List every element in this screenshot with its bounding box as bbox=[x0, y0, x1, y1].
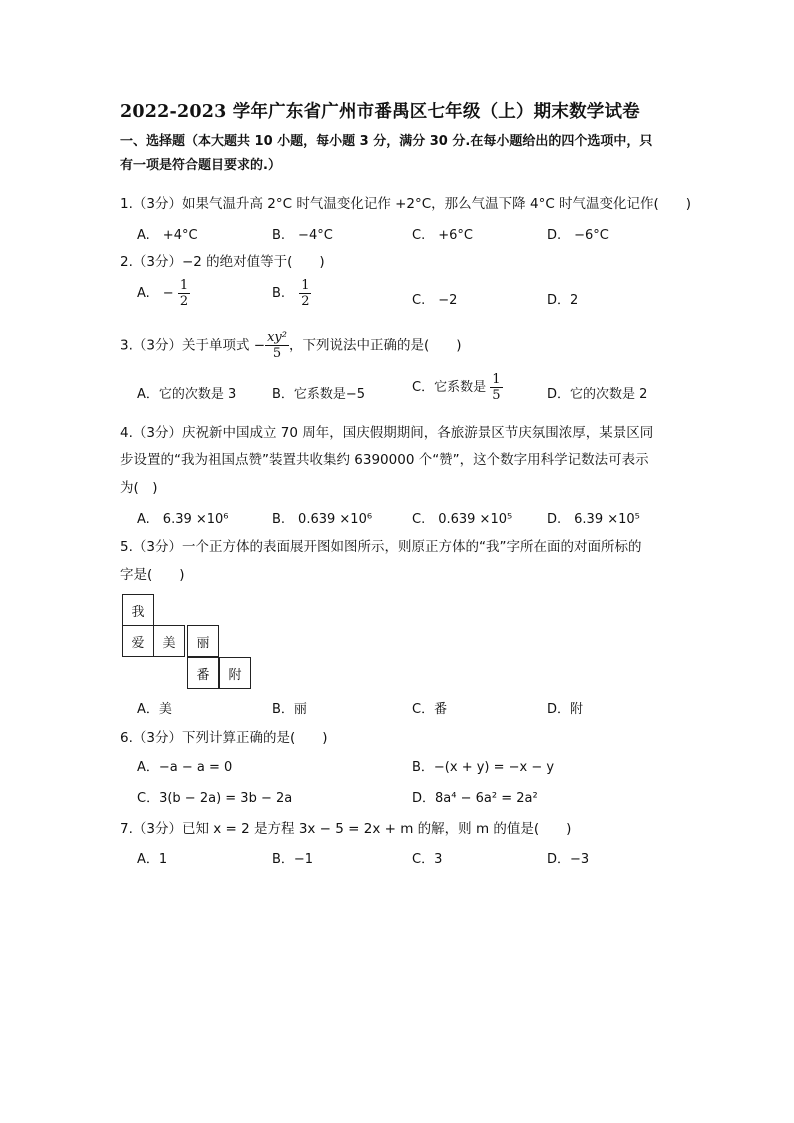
q2-option-a-prefix: A. − bbox=[137, 286, 174, 301]
cube-net-cell-fu: 附 bbox=[219, 657, 251, 689]
q3-option-d: D．它的次数是 2 bbox=[547, 387, 648, 402]
q7-option-a: A．1 bbox=[137, 852, 168, 867]
fraction-numerator: 1 bbox=[301, 278, 310, 293]
cube-net-cell-ai: 爱 bbox=[122, 625, 154, 657]
q5-option-b: B．丽 bbox=[272, 702, 307, 717]
q6-option-d: D．8a⁴ − 6a² = 2a² bbox=[412, 791, 538, 806]
exam-title: 2022-2023 学年广东省广州市番禺区七年级（上）期末数学试卷 bbox=[120, 102, 640, 122]
question-2-text: 2.（3分）−2 的绝对值等于( ) bbox=[120, 254, 325, 270]
fraction-denominator: 5 bbox=[492, 388, 501, 403]
section-instructions-line2: 有一项是符合题目要求的.） bbox=[120, 158, 281, 173]
fraction-denominator: 5 bbox=[272, 346, 282, 361]
q3-option-c-prefix: C．它系数是 bbox=[412, 380, 487, 395]
q7-option-d: D．−3 bbox=[547, 852, 590, 867]
question-5-line2: 字是( ) bbox=[120, 567, 185, 583]
question-1-text: 1.（3分）如果气温升高 2°C 时气温变化记作 +2°C，那么气温下降 4°C 时气温变化记作( ) bbox=[120, 196, 692, 212]
q4-option-a: A. 6.39 ×10⁶ bbox=[137, 512, 229, 527]
q3-suffix: ，下列说法中正确的是( ) bbox=[288, 337, 462, 354]
q1-option-c: C. +6°C bbox=[412, 228, 473, 243]
q6-option-b: B．−(x + y) = −x − y bbox=[412, 760, 555, 775]
q1-option-a: A. +4°C bbox=[137, 228, 198, 243]
fraction-numerator: 1 bbox=[179, 278, 189, 293]
q2-option-c: C. −2 bbox=[412, 293, 458, 308]
q3-prefix: 3.（3分）关于单项式 − bbox=[120, 337, 266, 354]
q2-option-b bbox=[272, 278, 311, 309]
q5-option-a: A．美 bbox=[137, 702, 172, 717]
q5-option-c: C．番 bbox=[412, 702, 448, 717]
q7-option-c: C．3 bbox=[412, 852, 443, 867]
q2-option-b-fraction bbox=[299, 278, 311, 309]
q4-option-b: B. 0.639 ×10⁶ bbox=[272, 512, 373, 527]
question-6-text: 6.（3分）下列计算正确的是( ) bbox=[120, 730, 328, 746]
q7-option-b: B．−1 bbox=[272, 852, 314, 867]
q2-option-b-prefix: B. bbox=[272, 286, 286, 301]
question-3-text bbox=[120, 330, 462, 361]
section-instructions-line1: 一、选择题（本大题共 10 小题，每小题 3 分，满分 30 分.在每小题给出的四个选项中，只 bbox=[120, 134, 653, 149]
q6-option-c: C．3(b − 2a) = 3b − 2a bbox=[137, 791, 293, 806]
question-4-line3: 为( ) bbox=[120, 480, 158, 496]
q2-option-a-fraction bbox=[178, 278, 190, 309]
q2-option-d: D．2 bbox=[547, 293, 579, 308]
cube-net-cell-mei: 美 bbox=[153, 625, 185, 657]
q3-monomial-fraction bbox=[265, 330, 289, 361]
q2-option-a bbox=[137, 278, 190, 309]
q3-option-a: A．它的次数是 3 bbox=[137, 387, 237, 402]
fraction-numerator: 1 bbox=[492, 372, 501, 387]
cube-net-cell-wo: 我 bbox=[122, 594, 154, 626]
q3-option-b: B．它系数是−5 bbox=[272, 387, 366, 402]
q5-option-d: D．附 bbox=[547, 702, 584, 717]
q3-option-c bbox=[412, 372, 503, 403]
question-5-line1: 5.（3分）一个正方体的表面展开图如图所示，则原正方体的“我”字所在面的对面所标的 bbox=[120, 539, 642, 555]
q1-option-b: B. −4°C bbox=[272, 228, 333, 243]
q3-option-c-fraction bbox=[490, 372, 502, 403]
question-4-line1: 4.（3分）庆祝新中国成立 70 周年，国庆假期期间，各旅游景区节庆氛围浓厚，某景区同 bbox=[120, 425, 654, 441]
q1-option-d: D. −6°C bbox=[547, 228, 609, 243]
fraction-denominator: 2 bbox=[179, 294, 189, 309]
question-4-line2: 步设置的“我为祖国点赞”装置共收集约 6390000 个“赞”，这个数字用科学记数法可表示 bbox=[120, 452, 649, 468]
fraction-denominator: 2 bbox=[301, 294, 310, 309]
q4-option-d: D. 6.39 ×10⁵ bbox=[547, 512, 640, 527]
q4-option-c: C. 0.639 ×10⁵ bbox=[412, 512, 513, 527]
cube-net-cell-li: 丽 bbox=[187, 625, 219, 657]
question-7-text: 7.（3分）已知 x = 2 是方程 3x − 5 = 2x + m 的解，则 m 的值是( ) bbox=[120, 821, 572, 837]
cube-net-cell-fan: 番 bbox=[187, 657, 219, 689]
q6-option-a: A．−a − a = 0 bbox=[137, 760, 233, 775]
fraction-numerator: xy² bbox=[267, 330, 287, 345]
